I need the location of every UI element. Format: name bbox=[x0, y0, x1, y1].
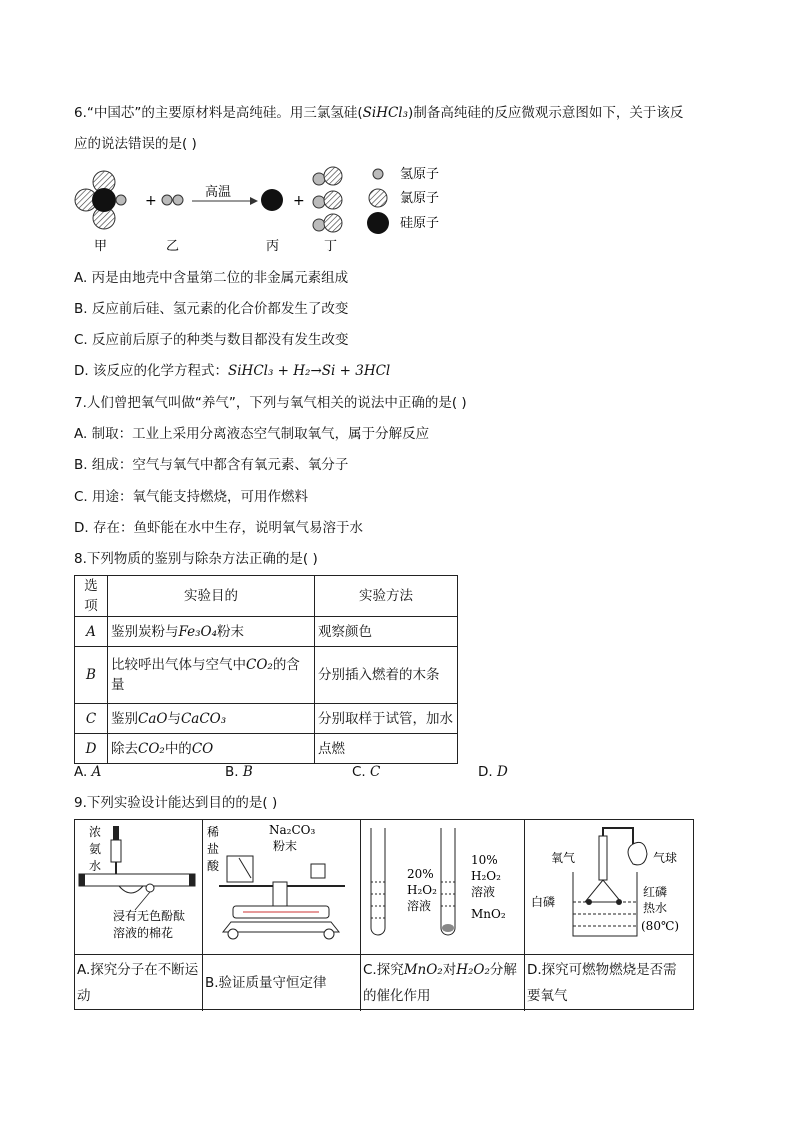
fig-b-reagent-2: 粉末 bbox=[273, 839, 298, 853]
fig-c-catalyst: MnO₂ bbox=[471, 907, 506, 921]
molecule-jia bbox=[75, 171, 126, 229]
fig-d-balloon: 气球 bbox=[653, 851, 678, 865]
q9-figure-d bbox=[525, 820, 694, 954]
row-option: D bbox=[75, 734, 108, 764]
q9-caption-b: B.验证质量守恒定律 bbox=[203, 955, 361, 1011]
fig-c-right-percent: 10% bbox=[471, 853, 498, 867]
test-tube-right-icon bbox=[441, 828, 455, 935]
dropper-icon bbox=[111, 826, 121, 876]
row-purpose: 鉴别炭粉与Fe₃O₄粉末 bbox=[108, 617, 315, 647]
legend-silicon-icon bbox=[367, 212, 389, 234]
table-row bbox=[75, 617, 458, 647]
row-method: 分别取样于试管，加水 bbox=[315, 704, 458, 734]
q8-table bbox=[74, 575, 458, 764]
molecule-bing bbox=[261, 189, 283, 211]
q8-stem: 8.下列物质的鉴别与除杂方法正确的是( ) bbox=[74, 551, 318, 567]
plus-sign-2: + bbox=[293, 193, 305, 209]
fig-d-oxygen: 氧气 bbox=[551, 851, 576, 865]
row-purpose: 鉴别CaO与CaCO₃ bbox=[108, 704, 315, 734]
q9-table bbox=[74, 819, 694, 1010]
fig-b-label-2: 盐 bbox=[207, 842, 220, 856]
fig-d-hot-water: 热水 bbox=[643, 901, 668, 915]
fig-c-left-percent: 20% bbox=[407, 867, 434, 881]
label-yi: 乙 bbox=[166, 239, 180, 254]
q8-answer-a: A. A bbox=[74, 764, 102, 780]
q9-caption-row bbox=[75, 954, 693, 1011]
q7-option-a: A. 制取：工业上采用分离液态空气制取氧气，属于分解反应 bbox=[74, 426, 430, 442]
fig-c-right-formula: H₂O₂ bbox=[471, 869, 501, 883]
glass-tube-icon bbox=[79, 874, 195, 910]
row-option: B bbox=[75, 647, 108, 704]
q8-answer-b: B. B bbox=[225, 764, 253, 780]
fig-b-reagent: Na₂CO₃ bbox=[269, 823, 316, 837]
legend-hydrogen-icon bbox=[373, 169, 383, 179]
fig-a-label-1: 浓 bbox=[89, 825, 102, 839]
label-ding: 丁 bbox=[324, 239, 338, 254]
q6-stem-formula: SiHCl₃ bbox=[362, 105, 409, 121]
balance-icon bbox=[219, 856, 345, 939]
q6-option-b: B. 反应前后硅、氢元素的化合价都发生了改变 bbox=[74, 301, 349, 317]
row-purpose: 除去CO₂中的CO bbox=[108, 734, 315, 764]
fig-a-label-3: 水 bbox=[89, 859, 102, 873]
q9-figure-c bbox=[361, 820, 525, 954]
q9-figure-a bbox=[75, 820, 203, 954]
label-jia: 甲 bbox=[94, 239, 108, 254]
q9-caption-a: A.探究分子在不断运 动 bbox=[75, 955, 203, 1011]
table-row bbox=[75, 704, 458, 734]
q9-stem: 9.下列实验设计能达到目的的是( ) bbox=[74, 795, 278, 811]
header-option: 选项 bbox=[75, 576, 108, 617]
fig-c-right-solution: 溶液 bbox=[471, 885, 496, 899]
row-purpose: 比较呼出气体与空气中CO₂的含 量 bbox=[108, 647, 315, 704]
legend-hydrogen: 氢原子 bbox=[400, 167, 440, 182]
q8-answer-d: D. D bbox=[478, 764, 508, 780]
test-tube-left-icon bbox=[371, 828, 385, 935]
q6-stem-tail: )制备高纯硅的反应微观示意图如下，关于该反 bbox=[408, 105, 684, 121]
fig-a-note-1: 浸有无色酚酞 bbox=[113, 909, 186, 923]
q6-stem-text: 6.“中国芯”的主要原材料是高纯硅。用三氯氢硅( bbox=[74, 105, 363, 121]
q6-option-d-equation: SiHCl₃ + H₂→Si + 3HCl bbox=[227, 363, 391, 379]
q6-option-d bbox=[74, 361, 390, 381]
molecule-ding bbox=[313, 167, 342, 232]
q7-option-d: D. 存在：鱼虾能在水中生存，说明氧气易溶于水 bbox=[74, 520, 363, 536]
beaker-icon bbox=[573, 828, 647, 936]
row-option: A bbox=[75, 617, 108, 647]
table-row bbox=[75, 734, 458, 764]
q9-figure-b bbox=[203, 820, 361, 954]
fig-b-label-3: 酸 bbox=[207, 859, 220, 873]
fig-a-label-2: 氨 bbox=[89, 842, 102, 856]
q6-stem-line1 bbox=[74, 103, 683, 123]
table-row bbox=[75, 647, 458, 704]
q7-stem: 7.人们曾把氧气叫做“养气”，下列与氧气相关的说法中正确的是( ) bbox=[74, 395, 467, 411]
row-method: 观察颜色 bbox=[315, 617, 458, 647]
fig-b-label-1: 稀 bbox=[207, 825, 220, 839]
fig-c-left-formula: H₂O₂ bbox=[407, 883, 437, 897]
fig-a-note-2: 溶液的棉花 bbox=[113, 926, 174, 940]
q6-option-d-text: D. 该反应的化学方程式： bbox=[74, 363, 228, 379]
arrow-condition: 高温 bbox=[205, 185, 232, 200]
legend-chlorine-icon bbox=[369, 189, 387, 207]
q7-option-b: B. 组成：空气与氧气中都含有氧元素、氧分子 bbox=[74, 457, 349, 473]
q6-stem-line2: 应的说法错误的是( ) bbox=[74, 136, 197, 152]
q9-caption-d: D.探究可燃物燃烧是否需 要氧气 bbox=[527, 962, 677, 1004]
label-bing: 丙 bbox=[266, 239, 280, 254]
row-option: C bbox=[75, 704, 108, 734]
fig-d-red-phosphorus: 红磷 bbox=[643, 885, 668, 899]
fig-d-white-phosphorus: 白磷 bbox=[531, 895, 556, 909]
row-method: 分别插入燃着的木条 bbox=[315, 647, 458, 704]
plus-sign-1: + bbox=[145, 193, 157, 209]
q7-option-c: C. 用途：氧气能支持燃烧，可用作燃料 bbox=[74, 489, 309, 505]
molecule-yi bbox=[162, 195, 183, 205]
q6-reaction-diagram bbox=[70, 160, 470, 260]
legend-silicon: 硅原子 bbox=[400, 216, 440, 231]
q9-caption-c: C.探究MnO₂对H₂O₂分解 的催化作用 bbox=[361, 955, 525, 1011]
header-method: 实验方法 bbox=[315, 576, 458, 617]
fig-c-left-solution: 溶液 bbox=[407, 899, 432, 913]
q6-option-c: C. 反应前后原子的种类与数目都没有发生改变 bbox=[74, 332, 349, 348]
q6-option-a: A. 丙是由地壳中含量第二位的非金属元素组成 bbox=[74, 270, 349, 286]
table-header-row bbox=[75, 576, 458, 617]
legend-chlorine: 氯原子 bbox=[400, 191, 440, 206]
fig-d-temperature: (80℃) bbox=[641, 919, 680, 933]
q8-answer-c: C. C bbox=[352, 764, 381, 780]
header-purpose: 实验目的 bbox=[108, 576, 315, 617]
row-method: 点燃 bbox=[315, 734, 458, 764]
